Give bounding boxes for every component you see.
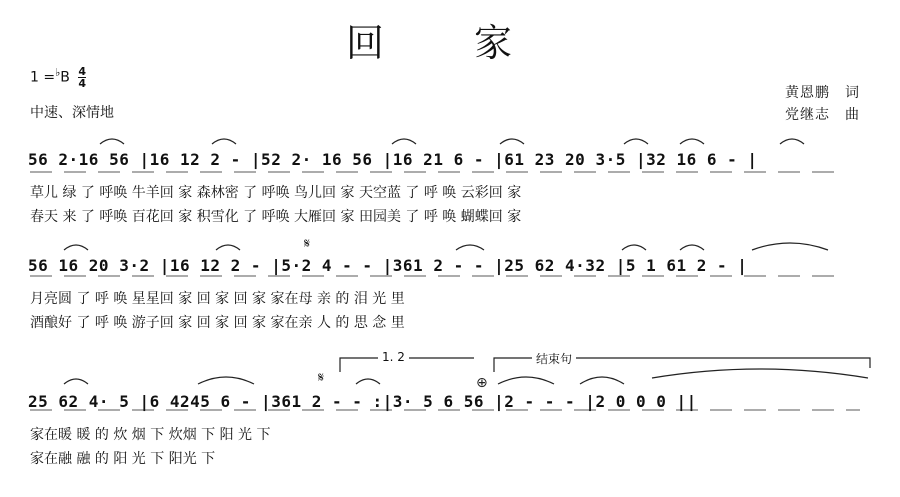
time-bottom: 4 xyxy=(78,77,87,91)
system-3-notes: 25 62 4· 5 |6 4245 6 - |361 2 - - :|3· 5 6 56 |2 - - - |2 0 0 0 || xyxy=(28,392,697,411)
tempo-marking: 中速、深情地 xyxy=(30,105,114,121)
system-2-lyrics-verse-1: 月亮圆 了 呼 唤 星星回 家 回 家 回 家 家在母 亲 的 泪 光 里 xyxy=(30,291,405,307)
key-note: B xyxy=(60,69,70,86)
flat-sign: ♭ xyxy=(55,66,61,79)
system-3-lyrics-verse-1: 家在暖 暖 的 炊 烟 下 炊烟 下 阳 光 下 xyxy=(30,427,271,443)
title-char-2: 家 xyxy=(474,21,513,65)
system-1-notes: 56 2·16 56 |16 12 2 - |52 2· 16 56 |16 21 6 - |61 23 20 3·5 |32 16 6 - | xyxy=(28,150,758,169)
time-top: 4 xyxy=(78,65,87,79)
composer-credit: 党继志 曲 xyxy=(785,107,860,123)
title-char-1: 回 xyxy=(346,21,385,65)
system-1-lyrics-verse-1: 草儿 绿 了 呼唤 牛羊回 家 森林密 了 呼唤 鸟儿回 家 天空蓝 了 呼 唤 云彩回 家 xyxy=(30,185,522,201)
lyricist-credit: 黄恩鹏 词 xyxy=(785,85,860,101)
system-1-lyrics-verse-2: 春天 来 了 呼唤 百花回 家 积雪化 了 呼唤 大雁回 家 田园美 了 呼 唤 蝴蝶回 家 xyxy=(30,209,522,225)
coda-section-label: 结束句 xyxy=(532,350,576,367)
system-2-lyrics-verse-2: 酒酿好 了 呼 唤 游子回 家 回 家 回 家 家在亲 人 的 思 念 里 xyxy=(30,315,405,331)
system-3-lyrics-verse-2: 家在融 融 的 阳 光 下 阳光 下 xyxy=(30,451,216,467)
segno-icon: 𝄋 xyxy=(304,236,311,252)
volta-label: 1. 2 xyxy=(378,350,409,364)
segno-icon-2: 𝄋 xyxy=(318,370,325,386)
coda-icon: ⊕ xyxy=(476,375,488,391)
key-prefix: 1 = xyxy=(30,69,56,86)
system-2-notes: 56 16 20 3·2 |16 12 2 - |5·2 4 - - |361 2 - - |25 62 4·32 |5 1 61 2 - | xyxy=(28,256,748,275)
